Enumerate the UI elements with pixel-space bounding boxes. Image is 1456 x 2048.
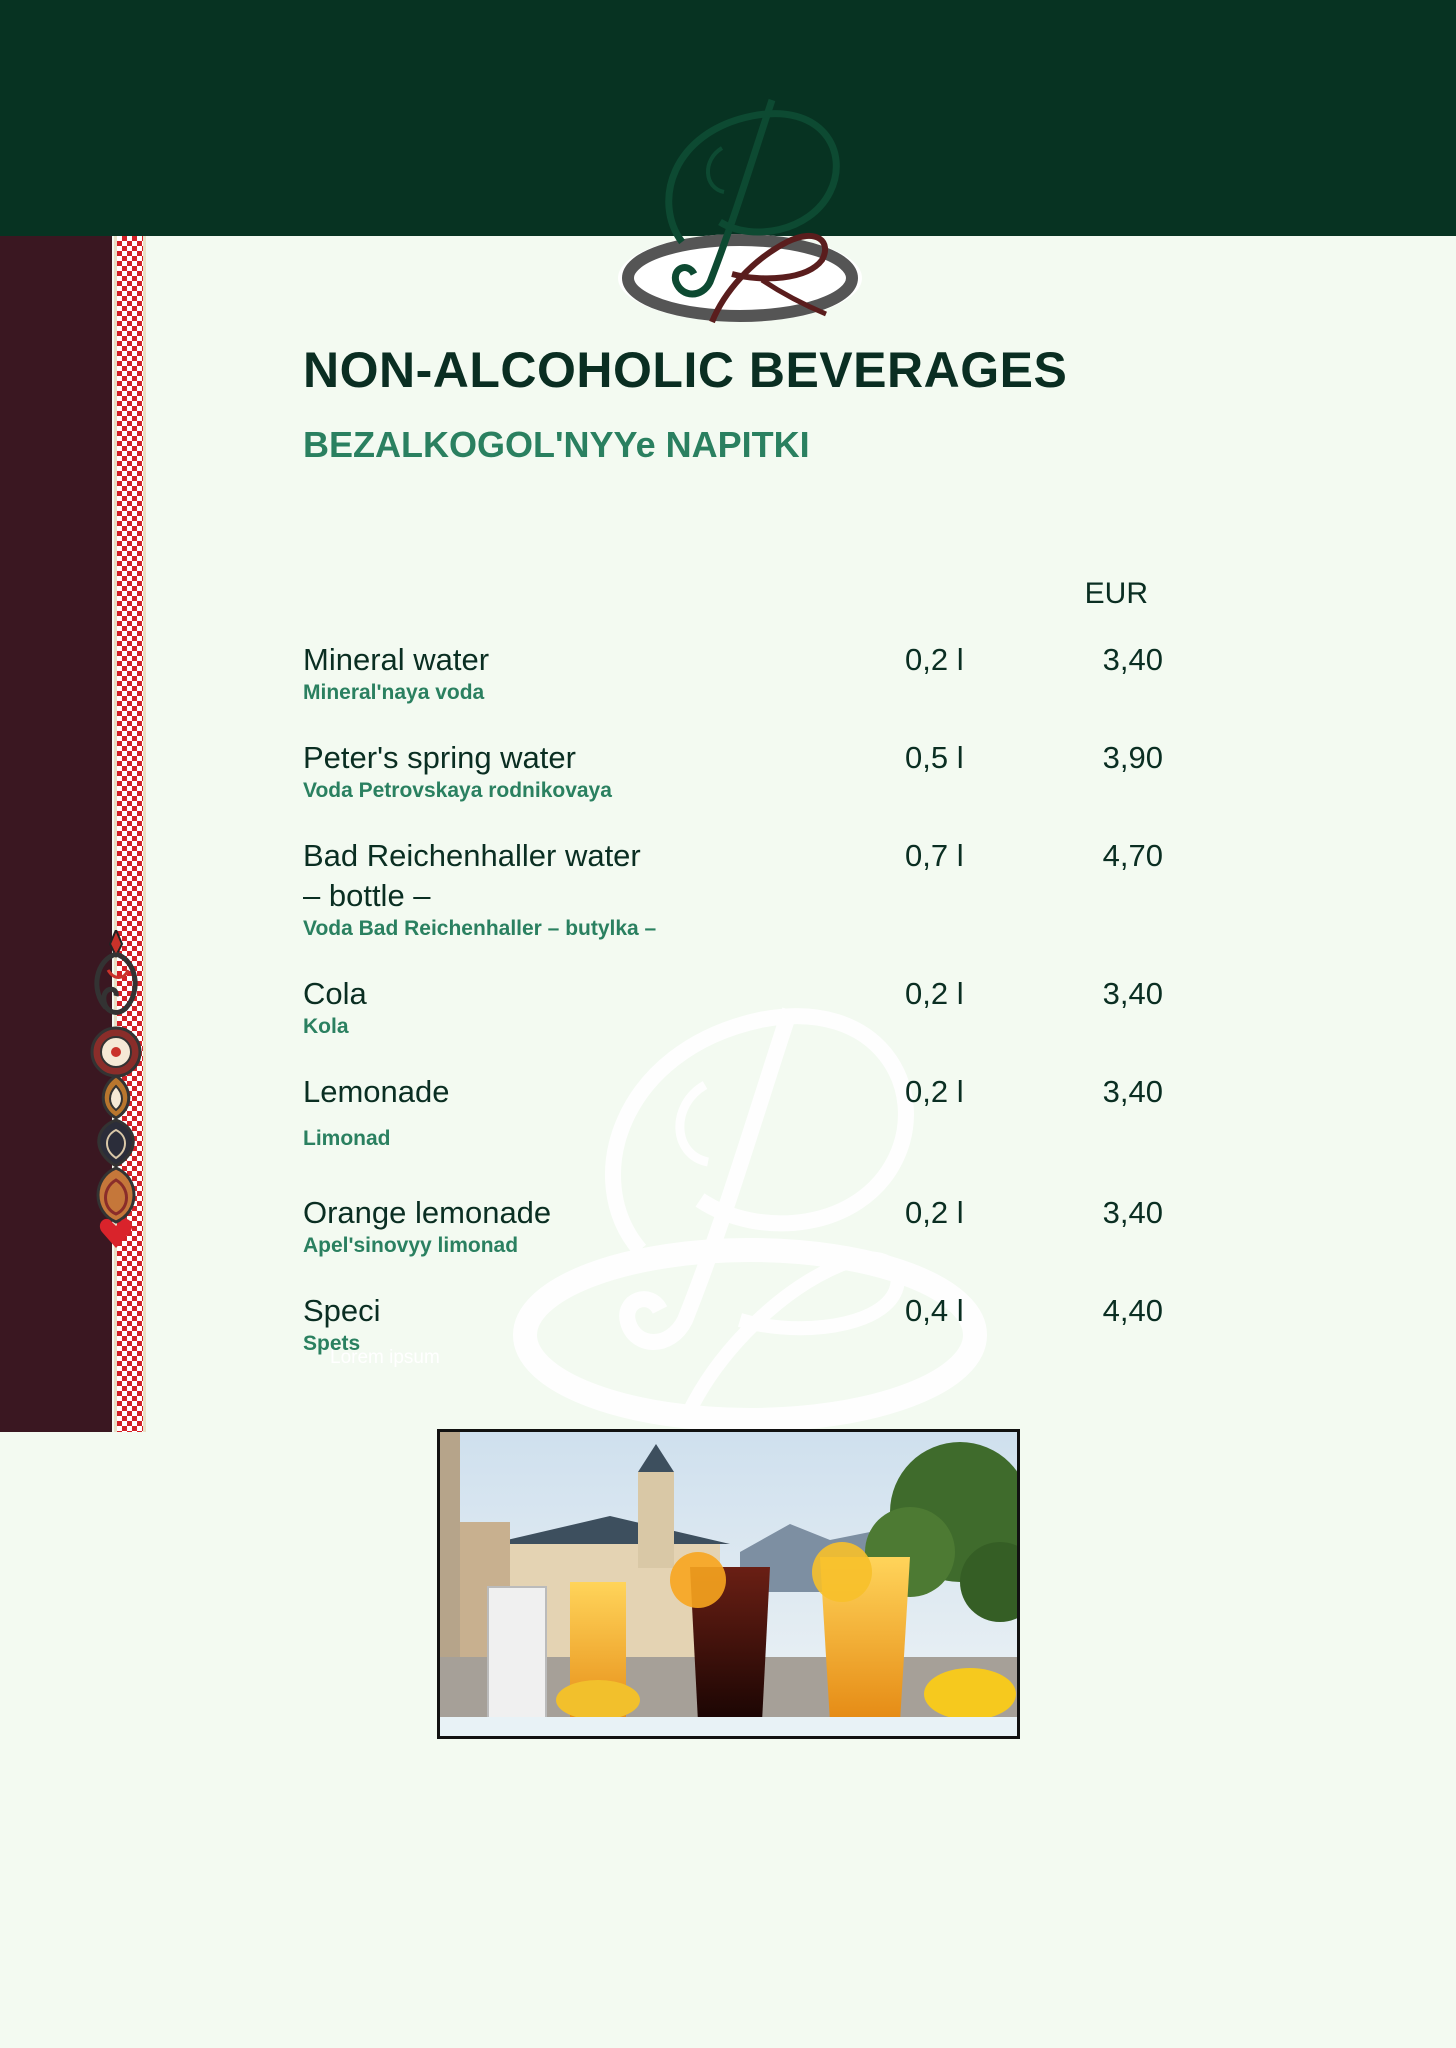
item-name: Mineral water (303, 642, 490, 677)
menu-item (303, 836, 1163, 942)
menu-item (303, 1072, 1163, 1152)
side-panel (0, 236, 112, 1432)
item-price: 3,40 (1102, 1195, 1163, 1230)
item-name: Bad Reichenhaller water (303, 838, 641, 873)
item-name: Lemonade (303, 1074, 450, 1109)
item-name: Peter's spring water (303, 740, 576, 775)
item-volume: 0,2 l (905, 1195, 964, 1230)
monogram-logo-icon (612, 92, 872, 337)
item-volume: 0,7 l (905, 838, 964, 873)
item-translit: Limonad (303, 1127, 391, 1150)
item-volume: 0,2 l (905, 976, 964, 1011)
item-price: 4,40 (1102, 1293, 1163, 1328)
item-name: Speci (303, 1293, 381, 1328)
beverages-photo-icon (440, 1432, 1017, 1736)
item-price: 3,40 (1102, 1074, 1163, 1109)
item-translit: Mineral'naya voda (303, 681, 485, 704)
currency-header: EUR (1084, 577, 1148, 610)
menu-item (303, 640, 1163, 706)
menu-item (303, 1193, 1163, 1259)
beverages-photo (437, 1429, 1020, 1739)
item-translit: Kola (303, 1015, 349, 1038)
page-subtitle: BEZALKOGOL'NYYe NAPITKI (303, 424, 810, 465)
item-name: Orange lemonade (303, 1195, 552, 1230)
item-translit: Voda Petrovskaya rodnikovaya (303, 779, 612, 802)
placeholder-text: Lorem ipsum (330, 1347, 440, 1368)
item-price: 3,40 (1102, 976, 1163, 1011)
item-translit: Apel'sinovyy limonad (303, 1234, 519, 1257)
checkered-border (114, 236, 146, 1432)
item-name-line2: – bottle – (303, 878, 431, 913)
item-volume: 0,4 l (905, 1293, 964, 1328)
menu-item (303, 974, 1163, 1040)
menu-item (303, 738, 1163, 804)
item-volume: 0,2 l (905, 1074, 964, 1109)
item-price: 4,70 (1102, 838, 1163, 873)
item-price: 3,40 (1102, 642, 1163, 677)
item-volume: 0,2 l (905, 642, 964, 677)
folk-ornament-icon (86, 930, 146, 1250)
item-volume: 0,5 l (905, 740, 964, 775)
item-price: 3,90 (1102, 740, 1163, 775)
page-title: NON-ALCOHOLIC BEVERAGES (303, 342, 1068, 398)
item-translit: Spets (303, 1332, 361, 1355)
item-name: Cola (303, 976, 367, 1011)
item-translit: Voda Bad Reichenhaller – butylka – (303, 917, 657, 940)
